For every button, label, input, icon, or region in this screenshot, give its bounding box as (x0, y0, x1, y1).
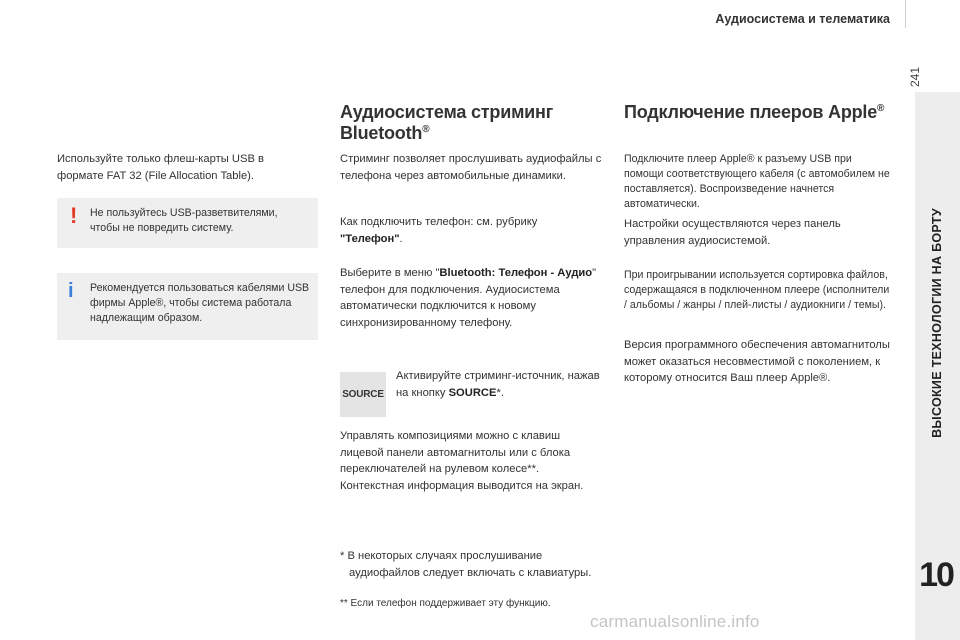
bluetooth-heading: Аудиосистема стриминг Bluetooth® (340, 102, 554, 143)
info-icon: i (68, 280, 74, 302)
bluetooth-p1: Стриминг позволяет прослушивать аудиофайлы с телефона через автомобильные динамики. (340, 153, 602, 182)
page-number: 241 (908, 66, 922, 88)
header-title: Аудиосистема и телематика (715, 12, 890, 26)
apple-p1: Подключите плеер Apple® к разъему USB при помощи соответствующего кабеля (с автомобилем не поставляется). Воспроизведение начнется автоматически. (624, 153, 890, 210)
side-tab-label: ВЫСОКИЕ ТЕХНОЛОГИИ НА БОРТУ (930, 207, 944, 438)
apple-heading: Подключение плееров Apple® (624, 102, 885, 122)
usb-intro: Используйте только флеш-карты USB в формате FAT 32 (File Allocation Table). (57, 153, 264, 182)
source-button: SOURCE (340, 372, 386, 417)
bluetooth-p4: Управлять композициями можно с клавиш лицевой панели автомагнитолы или с блока переключателей на рулевом колесе**. Контекстная информация выводится на экран. (340, 430, 584, 492)
info-notice (57, 273, 318, 340)
bluetooth-p2: Как подключить телефон: см. рубрику "Телефон". (340, 216, 538, 245)
source-text: Активируйте стриминг-источник, нажав на кнопку SOURCE*. (396, 370, 600, 399)
footnote-2: ** Если телефон поддерживает эту функцию. (340, 598, 551, 609)
apple-p3: При проигрывании используется сортировка файлов, содержащаяся в подключенном плеере (исполнители / альбомы / жанры / плей-листы / аудиокниги / темы). (624, 269, 890, 311)
apple-p2: Настройки осуществляются через панель управления аудиосистемой. (624, 218, 841, 247)
apple-p4: Версия программного обеспечения автомагнитолы может оказаться несовместимой с поколением, к которому относится Ваш плеер Apple®. (624, 339, 890, 384)
header-divider (905, 0, 906, 28)
warning-text: Не пользуйтесь USB-разветвителями, чтобы не повредить систему. (90, 207, 278, 234)
warning-icon: ! (70, 203, 78, 228)
bluetooth-p3: Выберите в меню "Bluetooth: Телефон - Аудио" телефон для подключения. Аудиосистема автоматически подключится к новому синхронизированному телефону. (340, 267, 597, 329)
chapter-number: 10 (919, 556, 953, 594)
footnote-1: * В некоторых случаях прослушивание аудиофайлов следует включать с клавиатуры. (340, 550, 592, 579)
warning-notice (57, 198, 318, 248)
watermark: carmanualsonline.info (590, 612, 760, 631)
info-text: Рекомендуется пользоваться кабелями USB фирмы Apple®, чтобы система работала надлежащим образом. (90, 282, 310, 324)
